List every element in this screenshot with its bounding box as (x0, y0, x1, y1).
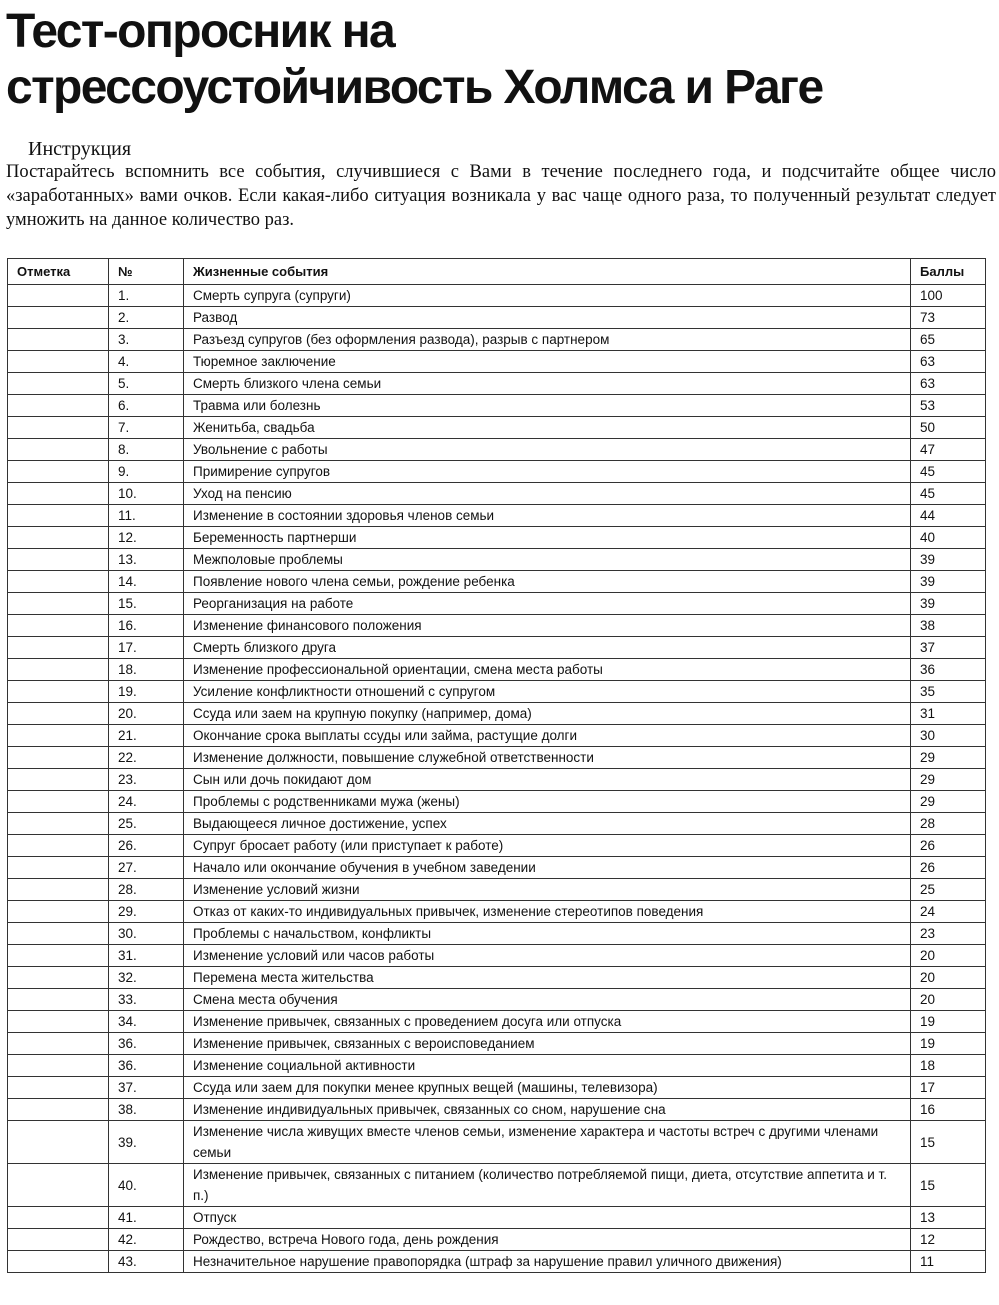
event-text: Смерть супруга (супруги) (184, 285, 911, 307)
life-events-table (7, 258, 986, 1273)
mark-cell[interactable] (8, 329, 109, 351)
score-value: 15 (911, 1164, 986, 1207)
row-number: 20. (109, 703, 184, 725)
table-row (8, 285, 986, 307)
score-value: 63 (911, 351, 986, 373)
row-number: 22. (109, 747, 184, 769)
row-number: 36. (109, 1033, 184, 1055)
event-text: Изменение привычек, связанных с проведением досуга или отпуска (184, 1011, 911, 1033)
event-text: Незначительное нарушение правопорядка (штраф за нарушение правил уличного движения) (184, 1251, 911, 1273)
event-text: Уход на пенсию (184, 483, 911, 505)
table-row (8, 1055, 986, 1077)
table-row (8, 967, 986, 989)
score-value: 65 (911, 329, 986, 351)
row-number: 30. (109, 923, 184, 945)
event-text: Выдающееся личное достижение, успех (184, 813, 911, 835)
table-row (8, 351, 986, 373)
header-number: № (109, 259, 184, 285)
row-number: 7. (109, 417, 184, 439)
score-value: 28 (911, 813, 986, 835)
table-row (8, 439, 986, 461)
score-value: 36 (911, 659, 986, 681)
mark-cell[interactable] (8, 703, 109, 725)
row-number: 42. (109, 1229, 184, 1251)
event-text: Перемена места жительства (184, 967, 911, 989)
table-row (8, 923, 986, 945)
event-text: Проблемы с начальством, конфликты (184, 923, 911, 945)
mark-cell[interactable] (8, 857, 109, 879)
event-text: Окончание срока выплаты ссуды или займа, растущие долги (184, 725, 911, 747)
mark-cell[interactable] (8, 1207, 109, 1229)
score-value: 30 (911, 725, 986, 747)
event-text: Развод (184, 307, 911, 329)
score-value: 26 (911, 857, 986, 879)
event-text: Реорганизация на работе (184, 593, 911, 615)
score-value: 13 (911, 1207, 986, 1229)
table-row (8, 571, 986, 593)
mark-cell[interactable] (8, 725, 109, 747)
row-number: 26. (109, 835, 184, 857)
table-row (8, 989, 986, 1011)
row-number: 16. (109, 615, 184, 637)
row-number: 32. (109, 967, 184, 989)
row-number: 10. (109, 483, 184, 505)
row-number: 8. (109, 439, 184, 461)
score-value: 39 (911, 593, 986, 615)
table-row (8, 901, 986, 923)
mark-cell[interactable] (8, 945, 109, 967)
row-number: 28. (109, 879, 184, 901)
table-row (8, 703, 986, 725)
mark-cell[interactable] (8, 681, 109, 703)
score-value: 37 (911, 637, 986, 659)
mark-cell[interactable] (8, 835, 109, 857)
event-text: Изменение привычек, связанных с вероисповеданием (184, 1033, 911, 1055)
mark-cell[interactable] (8, 285, 109, 307)
mark-cell[interactable] (8, 747, 109, 769)
table-header-row (8, 259, 986, 285)
table-row (8, 505, 986, 527)
event-text: Отпуск (184, 1207, 911, 1229)
table-row (8, 1099, 986, 1121)
score-value: 45 (911, 483, 986, 505)
score-value: 29 (911, 791, 986, 813)
page-title-line-2: стрессоустойчивость Холмса и Раге (6, 61, 823, 114)
table-row (8, 461, 986, 483)
table-row (8, 1077, 986, 1099)
mark-cell[interactable] (8, 901, 109, 923)
row-number: 3. (109, 329, 184, 351)
row-number: 29. (109, 901, 184, 923)
event-text: Травма или болезнь (184, 395, 911, 417)
score-value: 31 (911, 703, 986, 725)
table-row (8, 681, 986, 703)
mark-cell[interactable] (8, 813, 109, 835)
event-text: Начало или окончание обучения в учебном заведении (184, 857, 911, 879)
event-text: Изменение условий или часов работы (184, 945, 911, 967)
score-value: 38 (911, 615, 986, 637)
page-title (6, 4, 996, 116)
table-row (8, 483, 986, 505)
mark-cell[interactable] (8, 923, 109, 945)
row-number: 27. (109, 857, 184, 879)
score-value: 16 (911, 1099, 986, 1121)
event-text: Межполовые проблемы (184, 549, 911, 571)
row-number: 31. (109, 945, 184, 967)
row-number: 23. (109, 769, 184, 791)
row-number: 41. (109, 1207, 184, 1229)
row-number: 25. (109, 813, 184, 835)
score-value: 44 (911, 505, 986, 527)
table-row (8, 1164, 986, 1207)
row-number: 17. (109, 637, 184, 659)
score-value: 11 (911, 1251, 986, 1273)
event-text: Изменение индивидуальных привычек, связанных со сном, нарушение сна (184, 1099, 911, 1121)
mark-cell[interactable] (8, 1033, 109, 1055)
score-value: 35 (911, 681, 986, 703)
table-row (8, 1011, 986, 1033)
score-value: 39 (911, 549, 986, 571)
page-title-line-1: Тест-опросник на (6, 5, 395, 58)
event-text: Изменение числа живущих вместе членов семьи, изменение характера и частоты встреч с другими членами семьи (184, 1121, 911, 1164)
event-text: Изменение социальной активности (184, 1055, 911, 1077)
table-row (8, 395, 986, 417)
mark-cell[interactable] (8, 483, 109, 505)
row-number: 13. (109, 549, 184, 571)
event-text: Тюремное заключение (184, 351, 911, 373)
mark-cell[interactable] (8, 1251, 109, 1273)
mark-cell[interactable] (8, 637, 109, 659)
event-text: Смена места обучения (184, 989, 911, 1011)
instruction-heading: Инструкция (28, 138, 132, 160)
table-row (8, 725, 986, 747)
score-value: 17 (911, 1077, 986, 1099)
mark-cell[interactable] (8, 373, 109, 395)
mark-cell[interactable] (8, 989, 109, 1011)
row-number: 6. (109, 395, 184, 417)
table-row (8, 1207, 986, 1229)
score-value: 100 (911, 285, 986, 307)
score-value: 47 (911, 439, 986, 461)
mark-cell[interactable] (8, 439, 109, 461)
event-text: Увольнение с работы (184, 439, 911, 461)
table-row (8, 527, 986, 549)
row-number: 14. (109, 571, 184, 593)
mark-cell[interactable] (8, 527, 109, 549)
event-text: Ссуда или заем на крупную покупку (например, дома) (184, 703, 911, 725)
row-number: 4. (109, 351, 184, 373)
row-number: 18. (109, 659, 184, 681)
event-text: Сын или дочь покидают дом (184, 769, 911, 791)
score-value: 40 (911, 527, 986, 549)
event-text: Изменение должности, повышение служебной ответственности (184, 747, 911, 769)
row-number: 40. (109, 1164, 184, 1207)
table-row (8, 813, 986, 835)
table-row (8, 417, 986, 439)
event-text: Смерть близкого друга (184, 637, 911, 659)
row-number: 34. (109, 1011, 184, 1033)
table-row (8, 857, 986, 879)
mark-cell[interactable] (8, 1077, 109, 1099)
mark-cell[interactable] (8, 791, 109, 813)
row-number: 12. (109, 527, 184, 549)
row-number: 33. (109, 989, 184, 1011)
score-value: 20 (911, 989, 986, 1011)
mark-cell[interactable] (8, 1055, 109, 1077)
table-row (8, 835, 986, 857)
mark-cell[interactable] (8, 615, 109, 637)
event-text: Проблемы с родственниками мужа (жены) (184, 791, 911, 813)
mark-cell[interactable] (8, 1121, 109, 1164)
mark-cell[interactable] (8, 307, 109, 329)
mark-cell[interactable] (8, 879, 109, 901)
mark-cell[interactable] (8, 417, 109, 439)
event-text: Рождество, встреча Нового года, день рождения (184, 1229, 911, 1251)
header-score: Баллы (911, 259, 986, 285)
row-number: 5. (109, 373, 184, 395)
row-number: 24. (109, 791, 184, 813)
table-row (8, 791, 986, 813)
event-text: Смерть близкого члена семьи (184, 373, 911, 395)
table-row (8, 769, 986, 791)
instruction-text: Постарайтесь вспомнить все события, случившиеся с Вами в течение последнего года, и подсчитайте общее число «заработанных» вами очков. Если какая-либо ситуация возникала у вас чаще одного раза, то полученный результат следует умножить на данное количество раз. (6, 162, 996, 230)
mark-cell[interactable] (8, 549, 109, 571)
event-text: Разъезд супругов (без оформления развода), разрыв с партнером (184, 329, 911, 351)
event-text: Изменение привычек, связанных с питанием (количество потребляемой пищи, диета, отсутствие аппетита и т. п.) (184, 1164, 911, 1207)
score-value: 73 (911, 307, 986, 329)
header-mark: Отметка (8, 259, 109, 285)
score-value: 29 (911, 747, 986, 769)
table-row (8, 747, 986, 769)
row-number: 37. (109, 1077, 184, 1099)
table-body (8, 285, 986, 1273)
table-row (8, 593, 986, 615)
mark-cell[interactable] (8, 769, 109, 791)
score-value: 20 (911, 945, 986, 967)
score-value: 26 (911, 835, 986, 857)
event-text: Изменение финансового положения (184, 615, 911, 637)
mark-cell[interactable] (8, 967, 109, 989)
score-value: 50 (911, 417, 986, 439)
mark-cell[interactable] (8, 593, 109, 615)
mark-cell[interactable] (8, 461, 109, 483)
row-number: 11. (109, 505, 184, 527)
table-row (8, 615, 986, 637)
table-row (8, 1033, 986, 1055)
row-number: 43. (109, 1251, 184, 1273)
event-text: Ссуда или заем для покупки менее крупных вещей (машины, телевизора) (184, 1077, 911, 1099)
mark-cell[interactable] (8, 351, 109, 373)
score-value: 19 (911, 1011, 986, 1033)
event-text: Изменение в состоянии здоровья членов семьи (184, 505, 911, 527)
score-value: 20 (911, 967, 986, 989)
event-text: Супруг бросает работу (или приступает к работе) (184, 835, 911, 857)
score-value: 12 (911, 1229, 986, 1251)
mark-cell[interactable] (8, 1099, 109, 1121)
event-text: Усиление конфликтности отношений с супругом (184, 681, 911, 703)
score-value: 29 (911, 769, 986, 791)
score-value: 25 (911, 879, 986, 901)
row-number: 19. (109, 681, 184, 703)
row-number: 39. (109, 1121, 184, 1164)
score-value: 18 (911, 1055, 986, 1077)
event-text: Женитьба, свадьба (184, 417, 911, 439)
table-row (8, 1229, 986, 1251)
mark-cell[interactable] (8, 1164, 109, 1207)
table-row (8, 329, 986, 351)
table-row (8, 945, 986, 967)
mark-cell[interactable] (8, 1011, 109, 1033)
table-row (8, 659, 986, 681)
table-row (8, 1251, 986, 1273)
table-row (8, 637, 986, 659)
row-number: 21. (109, 725, 184, 747)
event-text: Изменение условий жизни (184, 879, 911, 901)
row-number: 36. (109, 1055, 184, 1077)
row-number: 38. (109, 1099, 184, 1121)
table-row (8, 879, 986, 901)
mark-cell[interactable] (8, 659, 109, 681)
row-number: 15. (109, 593, 184, 615)
table-row (8, 1121, 986, 1164)
row-number: 9. (109, 461, 184, 483)
score-value: 23 (911, 923, 986, 945)
mark-cell[interactable] (8, 1229, 109, 1251)
table-row (8, 549, 986, 571)
row-number: 1. (109, 285, 184, 307)
event-text: Появление нового члена семьи, рождение ребенка (184, 571, 911, 593)
score-value: 45 (911, 461, 986, 483)
score-value: 39 (911, 571, 986, 593)
row-number: 2. (109, 307, 184, 329)
event-text: Беременность партнерши (184, 527, 911, 549)
table-row (8, 373, 986, 395)
header-event: Жизненные события (184, 259, 911, 285)
event-text: Изменение профессиональной ориентации, смена места работы (184, 659, 911, 681)
table-row (8, 307, 986, 329)
score-value: 63 (911, 373, 986, 395)
score-value: 24 (911, 901, 986, 923)
mark-cell[interactable] (8, 395, 109, 417)
event-text: Отказ от каких-то индивидуальных привычек, изменение стереотипов поведения (184, 901, 911, 923)
event-text: Примирение супругов (184, 461, 911, 483)
score-value: 53 (911, 395, 986, 417)
score-value: 19 (911, 1033, 986, 1055)
mark-cell[interactable] (8, 505, 109, 527)
mark-cell[interactable] (8, 571, 109, 593)
score-value: 15 (911, 1121, 986, 1164)
